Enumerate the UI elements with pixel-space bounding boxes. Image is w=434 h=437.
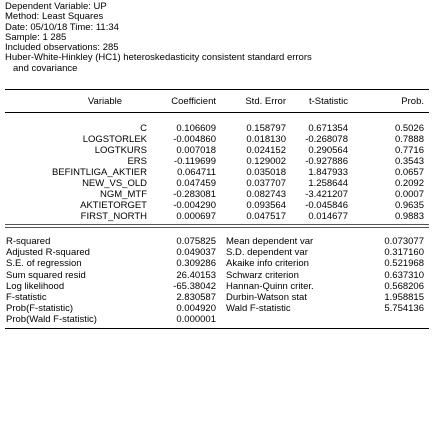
table-row — [0, 123, 434, 134]
table-row — [0, 134, 434, 145]
table-row — [0, 145, 434, 156]
standard-errors-line: Huber-White-Hinkley (HC1) heteroskedasticity consistent standard errors — [5, 52, 312, 64]
column-header-prob: Prob. — [401, 96, 424, 107]
variable-name: C — [140, 123, 147, 134]
prob-value: 0.9883 — [394, 211, 424, 222]
stat-label: Adjusted R-squared — [6, 247, 90, 259]
table-bottom-rule — [5, 224, 429, 225]
stat-label: Prob(F-statistic) — [6, 303, 74, 315]
stat-value: 26.40153 — [176, 269, 216, 281]
std-error-value: 0.024152 — [246, 145, 286, 156]
table-bottom-rule-double — [5, 227, 429, 228]
coefficient-value: 0.047459 — [176, 178, 216, 189]
table-row — [0, 178, 434, 189]
header-rule — [5, 112, 429, 113]
stats-row — [0, 292, 434, 303]
t-statistic-value: -0.927886 — [305, 156, 348, 167]
stat-value-2: 0.521968 — [384, 258, 424, 270]
coefficient-value: -0.004290 — [173, 200, 216, 211]
t-statistic-value: 0.290564 — [308, 145, 348, 156]
t-statistic-value: 1.258644 — [308, 178, 348, 189]
column-header-t-statistic: t-Statistic — [308, 96, 348, 107]
t-statistic-value: 1.847933 — [308, 167, 348, 178]
stat-label-2: Schwarz criterion — [226, 269, 299, 281]
stat-label: Sum squared resid — [6, 269, 86, 281]
std-error-value: 0.158797 — [246, 123, 286, 134]
variable-name: NEW_VS_OLD — [82, 178, 147, 189]
variable-name: AKTIETORGET — [80, 200, 147, 211]
variable-name: ERS — [127, 156, 147, 167]
stats-row — [0, 270, 434, 281]
covariance-line: and covariance — [13, 62, 78, 74]
stat-label: R-squared — [6, 236, 51, 247]
table-row — [0, 211, 434, 222]
t-statistic-value: -0.268078 — [305, 134, 348, 145]
stats-row — [0, 281, 434, 292]
std-error-value: 0.018130 — [246, 134, 286, 145]
coefficient-value: 0.007018 — [176, 145, 216, 156]
stat-label: F-statistic — [6, 292, 47, 303]
stat-label: S.E. of regression — [6, 258, 82, 270]
prob-value: 0.9635 — [394, 200, 424, 211]
stat-value-2: 0.317160 — [384, 247, 424, 259]
variable-name: FIRST_NORTH — [80, 211, 147, 222]
stat-label-2: Mean dependent var — [226, 236, 314, 247]
stat-value: -65.38042 — [173, 280, 216, 292]
stats-row — [0, 258, 434, 269]
stat-value: 0.309286 — [176, 258, 216, 270]
stat-label-2: Wald F-statistic — [226, 303, 291, 315]
stat-label: Prob(Wald F-statistic) — [6, 314, 97, 326]
stats-row — [0, 247, 434, 258]
variable-name: LOGSTORLEK — [82, 134, 147, 145]
prob-value: 0.5026 — [394, 123, 424, 134]
stat-value-2: 0.073077 — [384, 236, 424, 247]
table-row — [0, 200, 434, 211]
top-rule — [5, 89, 429, 90]
table-row — [0, 167, 434, 178]
variable-name: BEFINTLIGA_AKTIER — [51, 167, 147, 178]
stat-value-2: 0.568206 — [384, 280, 424, 292]
prob-value: 0.0657 — [394, 167, 424, 178]
stat-label-2: Akaike info criterion — [226, 258, 309, 270]
stat-label-2: Hannan-Quinn criter. — [226, 280, 314, 292]
prob-value: 0.2092 — [394, 178, 424, 189]
coefficient-value: -0.119699 — [173, 156, 216, 167]
sample-line: Sample: 1 285 — [5, 31, 67, 43]
stat-value: 0.049037 — [176, 247, 216, 259]
std-error-value: 0.037707 — [246, 178, 286, 189]
column-header-variable: Variable — [87, 96, 123, 107]
output-bottom-rule — [5, 328, 429, 329]
stat-value-2: 5.754136 — [384, 303, 424, 315]
stat-value-2: 0.637310 — [384, 269, 424, 281]
stat-label: Log likelihood — [6, 280, 65, 292]
stat-value: 2.830587 — [176, 292, 216, 303]
column-header-std-error: Std. Error — [245, 96, 286, 107]
stat-value: 0.075825 — [176, 236, 216, 247]
prob-value: 0.0007 — [394, 189, 424, 200]
stats-row — [0, 303, 434, 314]
stat-value: 0.000001 — [176, 314, 216, 326]
t-statistic-value: -3.421207 — [305, 189, 348, 200]
variable-name: LOGTKURS — [94, 145, 147, 156]
std-error-value: 0.129002 — [246, 156, 286, 167]
stats-row — [0, 236, 434, 247]
prob-value: 0.7888 — [394, 134, 424, 145]
t-statistic-value: 0.014677 — [308, 211, 348, 222]
coefficient-value: 0.000697 — [176, 211, 216, 222]
prob-value: 0.7716 — [394, 145, 424, 156]
stat-value: 0.004920 — [176, 303, 216, 315]
stats-row — [0, 314, 434, 325]
std-error-value: 0.035018 — [246, 167, 286, 178]
std-error-value: 0.093564 — [246, 200, 286, 211]
output-header — [5, 2, 431, 74]
observations-line: Included observations: 285 — [5, 42, 119, 54]
table-row — [0, 189, 434, 200]
dependent-variable-line: Dependent Variable: UP — [5, 1, 107, 12]
coefficient-value: -0.283081 — [173, 189, 216, 200]
stat-label-2: S.D. dependent var — [226, 247, 308, 259]
prob-value: 0.3543 — [394, 156, 424, 167]
coefficient-value: 0.064711 — [177, 167, 216, 178]
std-error-value: 0.082743 — [246, 189, 286, 200]
t-statistic-value: -0.045846 — [305, 200, 348, 211]
coefficient-value: 0.106609 — [176, 123, 216, 134]
table-row — [0, 156, 434, 167]
stat-label-2: Durbin-Watson stat — [226, 292, 307, 303]
t-statistic-value: 0.671354 — [308, 123, 348, 134]
variable-name: NGM_MTF — [100, 189, 147, 200]
date-time-line: Date: 05/10/18 Time: 11:34 — [5, 21, 119, 33]
column-header-coefficient: Coefficient — [171, 96, 216, 107]
coefficient-value: -0.004860 — [173, 134, 216, 145]
method-line: Method: Least Squares — [5, 11, 104, 23]
stat-value-2: 1.958815 — [384, 292, 424, 303]
std-error-value: 0.047517 — [246, 211, 286, 222]
